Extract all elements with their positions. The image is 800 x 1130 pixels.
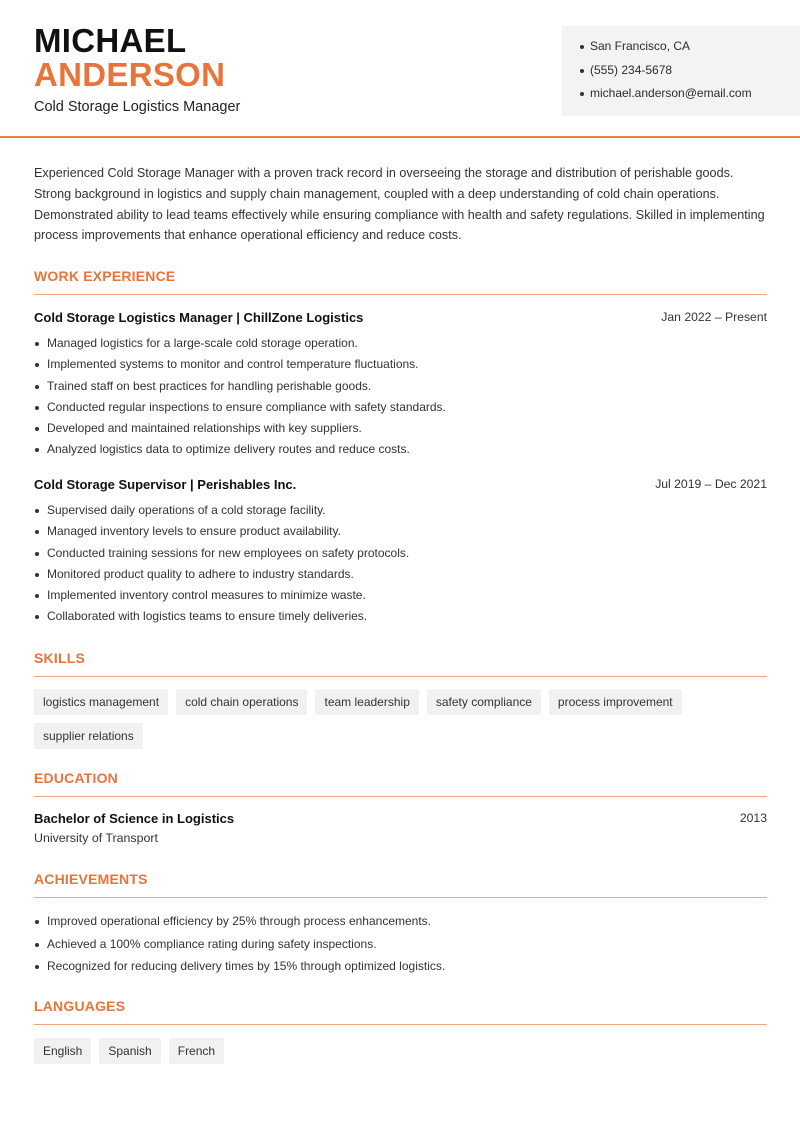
list-item: Improved operational efficiency by 25% through process enhancements. bbox=[34, 912, 767, 935]
section-divider bbox=[34, 294, 767, 295]
job-bullets bbox=[34, 334, 767, 462]
language-tag: French bbox=[169, 1038, 224, 1064]
resume-header bbox=[0, 0, 800, 138]
education-degree: Bachelor of Science in Logistics bbox=[34, 811, 235, 826]
list-item: Recognized for reducing delivery times by 15% through optimized logistics. bbox=[34, 957, 767, 980]
education-year: 2013 bbox=[739, 811, 767, 825]
list-item: Implemented inventory control measures to minimize waste. bbox=[34, 586, 767, 607]
section-divider bbox=[34, 897, 767, 898]
list-item: Managed logistics for a large-scale cold storage operation. bbox=[34, 334, 767, 355]
languages-list bbox=[34, 1038, 767, 1064]
job-title: Cold Storage Logistics Manager bbox=[34, 99, 241, 115]
job-heading: Cold Storage Supervisor | Perishables Inc. bbox=[34, 477, 297, 492]
job-dates: Jan 2022 – Present bbox=[661, 310, 767, 324]
list-item: Conducted training sessions for new employees on safety protocols. bbox=[34, 544, 767, 565]
contact-box bbox=[562, 26, 800, 116]
list-item: Analyzed logistics data to optimize delivery routes and reduce costs. bbox=[34, 440, 767, 461]
skill-tag: team leadership bbox=[315, 689, 418, 715]
list-item: Implemented systems to monitor and control temperature fluctuations. bbox=[34, 355, 767, 376]
achievements-heading: ACHIEVEMENTS bbox=[34, 871, 148, 887]
job-heading: Cold Storage Logistics Manager | ChillZone Logistics bbox=[34, 310, 364, 325]
job-bullets bbox=[34, 501, 767, 629]
skills-list bbox=[34, 689, 767, 749]
list-item: Achieved a 100% compliance rating during safety inspections. bbox=[34, 935, 767, 958]
list-item: Managed inventory levels to ensure product availability. bbox=[34, 522, 767, 543]
skill-tag: process improvement bbox=[549, 689, 682, 715]
list-item: Trained staff on best practices for handling perishable goods. bbox=[34, 377, 767, 398]
summary-paragraph: Experienced Cold Storage Manager with a proven track record in overseeing the storage and distribution of perishable goods. Strong background in logistics and supply chain management, coupled with a deep understanding of cold chain operations. Demonstrated ability to lead teams effectively while ensuring compliance with health and safety regulations. Skilled in implementing process improvements that enhance operational efficiency and reduce costs. bbox=[34, 166, 765, 243]
section-divider bbox=[34, 676, 767, 677]
contact-email: michael.anderson@email.com bbox=[580, 84, 800, 108]
job-dates: Jul 2019 – Dec 2021 bbox=[655, 477, 767, 491]
skill-tag: supplier relations bbox=[34, 723, 143, 749]
skills-heading: SKILLS bbox=[34, 650, 85, 666]
list-item: Conducted regular inspections to ensure compliance with safety standards. bbox=[34, 398, 767, 419]
language-tag: English bbox=[34, 1038, 91, 1064]
skill-tag: logistics management bbox=[34, 689, 168, 715]
skill-tag: safety compliance bbox=[427, 689, 541, 715]
skill-tag: cold chain operations bbox=[176, 689, 307, 715]
list-item: Monitored product quality to adhere to industry standards. bbox=[34, 565, 767, 586]
list-item: Supervised daily operations of a cold storage facility. bbox=[34, 501, 767, 522]
contact-phone: (555) 234-5678 bbox=[580, 61, 800, 85]
list-item: Developed and maintained relationships with key suppliers. bbox=[34, 419, 767, 440]
last-name: ANDERSON bbox=[34, 56, 226, 93]
achievements-list bbox=[34, 912, 767, 980]
languages-heading: LANGUAGES bbox=[34, 998, 126, 1014]
language-tag: Spanish bbox=[99, 1038, 160, 1064]
contact-location: San Francisco, CA bbox=[580, 37, 800, 61]
section-divider bbox=[34, 796, 767, 797]
section-divider bbox=[34, 1024, 767, 1025]
work-experience-heading: WORK EXPERIENCE bbox=[34, 268, 176, 284]
education-heading: EDUCATION bbox=[34, 770, 118, 786]
education-school: University of Transport bbox=[34, 831, 158, 845]
list-item: Collaborated with logistics teams to ensure timely deliveries. bbox=[34, 607, 767, 628]
first-name: MICHAEL bbox=[34, 22, 187, 59]
